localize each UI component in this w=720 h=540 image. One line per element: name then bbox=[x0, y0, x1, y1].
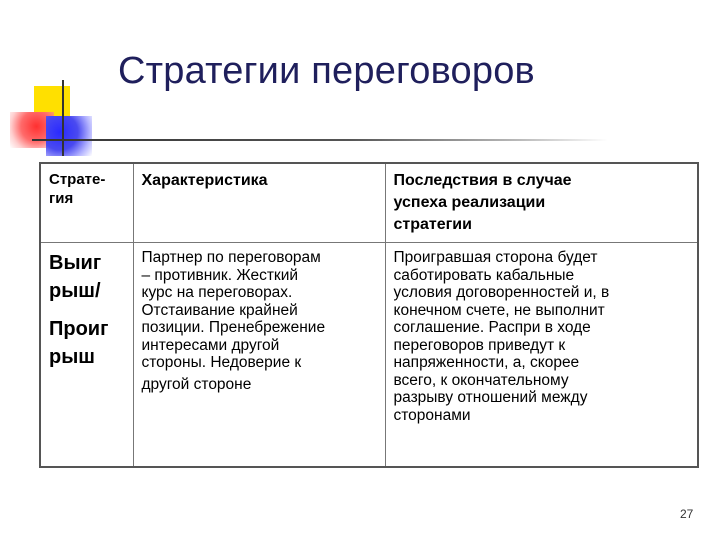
header-strategy-line: гия bbox=[49, 190, 74, 207]
decor-vertical-line bbox=[62, 80, 64, 156]
strategy-cell bbox=[40, 243, 133, 468]
characteristic-line: другой стороне bbox=[141, 375, 252, 393]
strategy-line: Выиг bbox=[49, 252, 102, 274]
characteristic-line: – противник. Жесткий bbox=[141, 266, 299, 284]
header-consequences-line: стратегии bbox=[393, 216, 472, 233]
header-characteristic: Характеристика bbox=[133, 163, 385, 243]
consequences-line: всего, к окончательному bbox=[393, 371, 569, 389]
characteristic-line: стороны. Недоверие к bbox=[141, 354, 302, 371]
strategy-table bbox=[39, 162, 699, 468]
characteristic-line: позиции. Пренебрежение bbox=[141, 319, 326, 336]
table-row bbox=[40, 243, 698, 468]
consequences-line: сторонами bbox=[393, 406, 471, 424]
header-consequences-line: успеха реализации bbox=[393, 194, 546, 211]
header-strategy-line: Страте- bbox=[49, 171, 106, 188]
consequences-line: Проигравшая сторона будет bbox=[393, 249, 598, 266]
header-strategy bbox=[40, 163, 133, 243]
table-header-row bbox=[40, 163, 698, 243]
characteristic-line: интересами другой bbox=[141, 336, 280, 354]
strategy-line: рыш/ bbox=[49, 280, 101, 302]
consequences-line: соглашение. Распри в ходе bbox=[393, 319, 591, 336]
decor-blue-square bbox=[46, 116, 92, 156]
header-consequences-line: Последствия в случае bbox=[393, 172, 572, 189]
strategy-line: рыш bbox=[49, 346, 95, 368]
strategy-line: Проиг bbox=[49, 318, 109, 340]
title-underline bbox=[32, 139, 608, 141]
characteristic-cell bbox=[133, 243, 385, 468]
consequences-line: напряженности, а, скорее bbox=[393, 354, 580, 371]
consequences-line: условия договоренностей и, в bbox=[393, 284, 610, 301]
characteristic-line: Отстаивание крайней bbox=[141, 301, 298, 319]
consequences-line: переговоров приведут к bbox=[393, 336, 566, 354]
characteristic-line: Партнер по переговорам bbox=[141, 249, 321, 266]
header-consequences bbox=[385, 163, 698, 243]
characteristic-line: курс на переговорах. bbox=[141, 284, 293, 301]
consequences-cell bbox=[385, 243, 698, 468]
page-number: 27 bbox=[680, 507, 694, 521]
consequences-line: разрыву отношений между bbox=[393, 389, 588, 406]
consequences-line: конечном счете, не выполнит bbox=[393, 301, 605, 319]
slide-title: Стратегии переговоров bbox=[118, 50, 535, 92]
consequences-line: саботировать кабальные bbox=[393, 266, 575, 284]
